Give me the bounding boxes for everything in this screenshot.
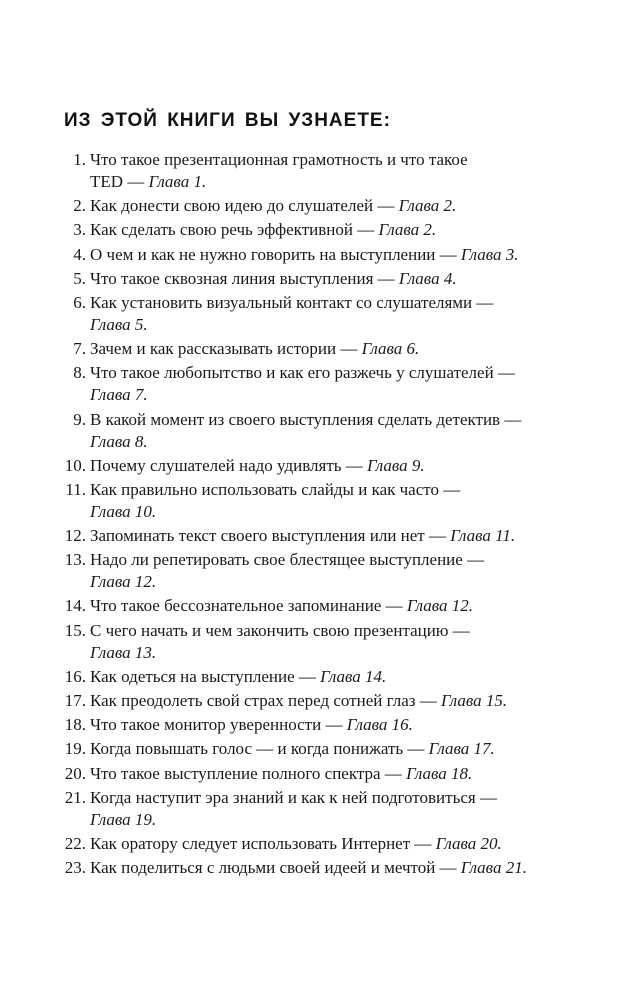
item-number: 6. [73,292,86,312]
item-line: Что такое любопытство и как его разжечь у слушателей — [90,363,515,383]
item-number: 22. [64,833,86,853]
chapter-ref: Глава 2. [378,220,437,240]
item-line: Что такое сквозная линия выступления — [90,268,399,288]
item-line: Почему слушателей надо удивлять — [90,455,368,475]
chapter-ref: Глава 20. [435,833,502,853]
item-line: О чем и как не нужно говорить на выступлении — [90,244,461,264]
list-item [0,292,560,336]
item-number: 9. [73,409,86,429]
item-line: С чего начать и чем закончить свою презентацию — [90,620,470,640]
list-item [0,787,560,831]
item-number: 7. [73,339,86,359]
item-text [90,244,560,266]
item-text [90,479,560,523]
item-text [90,338,560,360]
item-number: 11. [65,479,86,499]
list-item [0,362,560,406]
item-number: 19. [64,739,86,759]
chapter-ref: Глава 15. [440,691,508,710]
item-line: Когда повышать голос — и когда понижать — [90,739,429,759]
item-text [90,833,560,855]
chapter-ref: Глава 3. [460,244,519,264]
item-number: 20. [64,763,86,783]
item-line: TED — [90,172,149,191]
item-text [90,714,560,736]
item-line: Надо ли репетировать свое блестящее выступление — [90,550,485,570]
item-line: Что такое презентационная грамотность и что такое [90,150,468,169]
list-item [0,714,560,736]
list-item [0,833,560,855]
item-number: 1. [73,150,86,169]
item-number: 15. [64,620,86,640]
chapter-ref: Глава 7. [90,385,148,405]
item-number: 2. [73,196,86,216]
item-text [90,666,560,688]
item-line: Что такое бессознательное запоминание — [90,596,407,616]
item-number: 16. [64,666,86,686]
item-number: 4. [73,244,86,264]
list-item [0,595,560,617]
chapter-ref: Глава 4. [398,268,457,288]
item-line: Что такое монитор уверенности — [90,715,347,735]
item-number: 23. [64,858,86,878]
item-text [90,455,560,477]
item-line: Как правильно использовать слайды и как часто — [90,479,461,499]
item-number: 14. [64,596,86,616]
chapter-ref: Глава 19. [90,809,157,829]
list-item [0,479,560,523]
item-text [90,549,560,593]
chapter-list [0,149,560,881]
item-line: Как преодолеть свой страх перед сотней глаз — [90,691,441,710]
list-item [0,455,560,477]
chapter-ref: Глава 6. [361,339,420,359]
list-item [0,149,560,193]
item-line: Как сделать свою речь эффективной — [90,220,379,240]
item-line: Как одеться на выступление — [90,666,321,686]
chapter-ref: Глава 2. [398,196,457,216]
item-line: Запоминать текст своего выступления или нет — [90,526,451,546]
item-line: Как установить визуальный контакт со слушателями — [90,292,494,312]
chapter-ref: Глава 11. [450,526,516,546]
item-text [90,268,560,290]
chapter-ref: Глава 21. [460,858,527,878]
chapter-ref: Глава 14. [320,666,387,686]
list-item [0,620,560,664]
chapter-ref: Глава 1. [148,172,207,191]
item-text [90,690,560,712]
item-line: Что такое выступление полного спектра — [90,763,407,783]
item-text [90,763,560,785]
item-text [90,195,560,217]
item-number: 13. [64,550,86,570]
item-text [90,525,560,547]
item-line: Зачем и как рассказывать истории — [90,339,362,359]
item-number: 8. [73,363,86,383]
chapter-ref: Глава 9. [367,455,425,475]
list-item [0,195,560,217]
list-item [0,268,560,290]
item-text [90,149,560,193]
item-line: Как поделиться с людьми своей идеей и мечтой — [90,858,461,878]
item-line: Как оратору следует использовать Интернет — [90,833,436,853]
chapter-ref: Глава 17. [428,739,495,759]
page-heading: ИЗ ЭТОЙ КНИГИ ВЫ УЗНАЕТЕ: [64,110,391,131]
item-number: 21. [64,787,86,807]
item-text [90,620,560,664]
item-number: 3. [73,220,86,240]
item-number: 18. [64,715,86,735]
chapter-ref: Глава 10. [90,501,157,521]
list-item [0,409,560,453]
list-item [0,690,560,712]
item-line: Когда наступит эра знаний и как к ней подготовиться — [90,787,497,807]
list-item [0,219,560,241]
list-item [0,857,560,879]
item-number: 12. [64,526,86,546]
item-text [90,409,560,453]
item-text [90,219,560,241]
list-item [0,738,560,760]
item-number: 10. [64,455,86,475]
list-item [0,525,560,547]
chapter-ref: Глава 5. [90,314,148,334]
item-line: Как донести свою идею до слушателей — [90,196,399,216]
item-text [90,787,560,831]
item-text [90,857,560,879]
chapter-ref: Глава 12. [406,596,474,616]
chapter-ref: Глава 12. [90,572,157,592]
item-line: В какой момент из своего выступления сделать детектив — [90,409,522,429]
chapter-ref: Глава 13. [90,642,157,662]
list-item [0,549,560,593]
item-text [90,292,560,336]
list-item [0,666,560,688]
chapter-ref: Глава 16. [346,715,413,735]
item-number: 17. [64,691,86,710]
list-item [0,338,560,360]
item-text [90,362,560,406]
chapter-ref: Глава 8. [90,431,148,451]
list-item [0,244,560,266]
list-item [0,763,560,785]
item-number: 5. [73,268,86,288]
chapter-ref: Глава 18. [406,763,473,783]
item-text [90,595,560,617]
item-text [90,738,560,760]
